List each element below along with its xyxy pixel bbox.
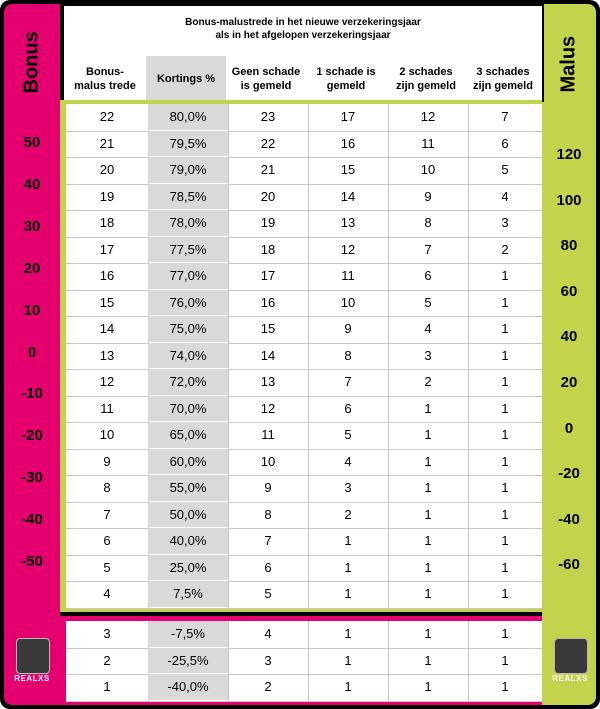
cell-kortings: 72,0% — [148, 369, 228, 395]
cell-geen-schade: 14 — [260, 347, 276, 363]
cell-geen-schade: 23 — [260, 109, 276, 124]
cell-3-schades: 1 — [501, 321, 509, 336]
malus-scale-label: 60 — [560, 282, 578, 300]
cell-1-schade: 6 — [344, 400, 352, 416]
cell-trede: 12 — [99, 374, 115, 389]
table-row — [66, 674, 542, 702]
header-trede: Bonus- malus trede — [74, 66, 136, 92]
cell-2-schades: 1 — [424, 679, 432, 694]
cell-3-schades: 5 — [501, 162, 509, 177]
cell-geen-schade: 20 — [260, 188, 276, 204]
bonus-rows-table — [66, 104, 542, 608]
cell-trede: 22 — [99, 109, 115, 124]
cell-kortings: 77,0% — [148, 263, 228, 289]
table-row — [66, 449, 542, 477]
cell-geen-schade: 16 — [260, 294, 276, 310]
cell-2-schades: 1 — [424, 586, 432, 601]
cell-3-schades: 1 — [501, 480, 509, 495]
cell-2-schades: 1 — [424, 506, 432, 522]
cell-trede: 13 — [99, 347, 115, 363]
cell-1-schade: 1 — [344, 533, 352, 548]
cell-2-schades: 6 — [424, 268, 432, 283]
cell-kortings: 60,0% — [148, 449, 228, 475]
cell-kortings: 55,0% — [148, 475, 228, 501]
cell-trede: 8 — [103, 480, 111, 495]
cell-2-schades: 2 — [424, 374, 432, 389]
cell-1-schade: 16 — [340, 135, 356, 151]
cell-trede: 5 — [103, 559, 111, 575]
cell-1-schade: 11 — [341, 268, 355, 283]
cell-kortings: 79,5% — [148, 131, 228, 157]
cell-geen-schade: 13 — [260, 374, 276, 389]
cell-trede: 6 — [103, 533, 111, 548]
malus-scale-label: 20 — [560, 374, 578, 391]
logo-text: REALXS — [552, 674, 588, 683]
cell-geen-schade: 17 — [260, 268, 276, 283]
cell-geen-schade: 22 — [260, 135, 276, 151]
cell-1-schade: 1 — [344, 679, 352, 694]
table-row — [66, 422, 542, 450]
cell-2-schades: 1 — [424, 480, 432, 495]
cell-geen-schade: 6 — [264, 559, 272, 575]
cell-1-schade: 1 — [344, 586, 352, 601]
cell-3-schades: 1 — [501, 586, 509, 601]
table-row — [66, 343, 542, 371]
cell-trede: 14 — [99, 321, 115, 336]
malus-scale-label: -40 — [558, 510, 580, 528]
cell-kortings: 65,0% — [148, 422, 228, 448]
table-row — [66, 157, 542, 185]
logo-icon — [16, 638, 50, 674]
cell-3-schades: 4 — [501, 188, 509, 204]
table-row — [66, 555, 542, 583]
cell-trede: 19 — [99, 188, 115, 204]
bonus-scale-label: -10 — [21, 385, 43, 403]
cell-3-schades: 6 — [501, 135, 509, 151]
cell-3-schades: 2 — [501, 241, 509, 257]
table-header — [62, 4, 544, 102]
cell-1-schade: 17 — [340, 109, 356, 124]
bonus-scale-label: 50 — [23, 134, 41, 151]
bonus-scale-label: -30 — [21, 469, 43, 487]
table-row — [66, 290, 542, 318]
cell-geen-schade: 7 — [264, 533, 272, 548]
table-row — [66, 502, 542, 530]
cell-trede: 11 — [100, 400, 114, 416]
cell-trede: 7 — [103, 506, 111, 522]
cell-kortings: -7,5% — [148, 621, 228, 647]
table-row — [66, 581, 542, 609]
cell-geen-schade: 19 — [260, 215, 276, 230]
cell-trede: 4 — [103, 586, 111, 601]
cell-kortings: 77,5% — [148, 237, 228, 263]
cell-3-schades: 1 — [501, 453, 509, 469]
bonus-scale-label: -20 — [21, 427, 43, 445]
table-row — [66, 475, 542, 503]
malus-title: Malus — [557, 35, 580, 93]
cell-trede: 2 — [103, 652, 111, 668]
cell-kortings: 7,5% — [148, 581, 228, 607]
header-title-line2: als in het afgelopen verzekeringsjaar — [215, 30, 391, 41]
cell-2-schades: 1 — [424, 453, 432, 469]
bonus-scale-label: 30 — [23, 217, 41, 235]
cell-1-schade: 7 — [344, 374, 352, 389]
table-row — [66, 210, 542, 238]
cell-geen-schade: 3 — [264, 652, 272, 668]
cell-geen-schade: 15 — [260, 321, 276, 336]
cell-1-schade: 3 — [344, 480, 352, 495]
cell-geen-schade: 10 — [260, 453, 276, 469]
logo-icon — [554, 638, 588, 674]
cell-3-schades: 1 — [501, 533, 509, 548]
malus-band — [542, 4, 596, 705]
cell-1-schade: 1 — [344, 559, 352, 575]
bonus-scale-label: 40 — [23, 175, 41, 193]
malus-rows-table — [66, 621, 542, 701]
malus-rows-panel — [60, 616, 542, 705]
bonus-title: Bonus — [20, 31, 43, 94]
bonus-scale-label: 10 — [23, 301, 41, 319]
cell-geen-schade: 8 — [264, 506, 272, 522]
cell-kortings: 25,0% — [148, 555, 228, 581]
bonus-scale-label: 20 — [23, 259, 41, 277]
cell-2-schades: 3 — [424, 347, 432, 363]
cell-kortings: 78,5% — [148, 184, 228, 210]
cell-geen-schade: 21 — [260, 162, 276, 177]
cell-geen-schade: 4 — [264, 626, 272, 641]
cell-1-schade: 13 — [340, 215, 356, 230]
cell-3-schades: 1 — [501, 427, 509, 442]
cell-1-schade: 9 — [344, 321, 352, 336]
cell-1-schade: 4 — [344, 453, 352, 469]
bonus-rows-panel — [60, 100, 542, 612]
cell-geen-schade: 9 — [264, 480, 272, 495]
cell-2-schades: 1 — [424, 559, 432, 575]
malus-scale-label: -20 — [558, 465, 580, 483]
cell-1-schade: 5 — [344, 427, 352, 442]
realxs-logo-right — [552, 638, 588, 686]
malus-scale-label: 120 — [556, 146, 582, 163]
cell-1-schade: 8 — [344, 347, 352, 363]
cell-2-schades: 11 — [421, 135, 435, 151]
table-row — [66, 184, 542, 212]
cell-kortings: 79,0% — [148, 157, 228, 183]
header-1-schade: 1 schade is gemeld — [316, 66, 376, 92]
cell-2-schades: 10 — [420, 162, 436, 177]
malus-scale-label: 0 — [564, 419, 574, 437]
cell-1-schade: 10 — [340, 294, 356, 310]
cell-3-schades: 1 — [501, 400, 509, 416]
table-row — [66, 131, 542, 159]
cell-geen-schade: 12 — [260, 400, 276, 416]
cell-kortings: 78,0% — [148, 210, 228, 236]
cell-geen-schade: 5 — [264, 586, 272, 601]
cell-2-schades: 9 — [424, 188, 432, 204]
cell-trede: 3 — [103, 626, 111, 641]
table-row — [66, 369, 542, 397]
table-row — [66, 528, 542, 556]
cell-kortings: 76,0% — [148, 290, 228, 316]
cell-1-schade: 14 — [340, 188, 356, 204]
cell-geen-schade: 18 — [260, 241, 276, 257]
cell-trede: 16 — [99, 268, 115, 283]
header-2-schades: 2 schades zijn gemeld — [396, 66, 456, 92]
cell-2-schades: 8 — [424, 215, 432, 230]
cell-3-schades: 1 — [501, 626, 509, 641]
cell-3-schades: 1 — [501, 506, 509, 522]
cell-trede: 21 — [99, 135, 115, 151]
cell-3-schades: 1 — [501, 294, 509, 310]
table-row — [66, 648, 542, 676]
malus-scale-label: -60 — [558, 556, 580, 574]
cell-2-schades: 7 — [424, 241, 432, 257]
cell-trede: 17 — [99, 241, 115, 257]
table-row — [66, 263, 542, 291]
cell-geen-schade: 2 — [264, 679, 272, 694]
table-row — [66, 621, 542, 649]
cell-kortings: 70,0% — [148, 396, 228, 422]
header-kortings: Kortings % — [146, 56, 226, 102]
table-row — [66, 104, 542, 132]
header-geen-schade: Geen schade is gemeld — [231, 66, 301, 92]
cell-3-schades: 1 — [501, 652, 509, 668]
malus-scale-label: 100 — [556, 191, 582, 209]
table-row — [66, 237, 542, 265]
cell-3-schades: 3 — [501, 215, 509, 230]
bonus-scale-label: -40 — [21, 511, 43, 529]
cell-kortings: 75,0% — [148, 316, 228, 342]
cell-kortings: 40,0% — [148, 528, 228, 554]
cell-3-schades: 1 — [501, 347, 509, 363]
malus-scale-label: 40 — [560, 328, 578, 346]
cell-1-schade: 1 — [344, 652, 352, 668]
header-3-schades: 3 schades zijn gemeld — [473, 66, 533, 92]
cell-2-schades: 1 — [424, 400, 432, 416]
realxs-logo-left — [14, 638, 50, 686]
cell-1-schade: 1 — [344, 626, 352, 641]
cell-2-schades: 4 — [424, 321, 432, 336]
header-title-line1: Bonus-malustrede in het nieuwe verzekeringsjaar — [185, 17, 421, 28]
cell-3-schades: 1 — [501, 374, 509, 389]
table-row — [66, 316, 542, 344]
bonus-scale-label: -50 — [21, 553, 43, 570]
cell-1-schade: 12 — [340, 241, 356, 257]
cell-trede: 15 — [99, 294, 115, 310]
cell-1-schade: 2 — [344, 506, 352, 522]
cell-1-schade: 15 — [340, 162, 356, 177]
cell-kortings: -40,0% — [148, 674, 228, 700]
cell-geen-schade: 11 — [261, 427, 275, 442]
malus-scale-label: 80 — [560, 237, 578, 255]
cell-trede: 18 — [99, 215, 115, 230]
logo-text: REALXS — [14, 674, 50, 683]
cell-2-schades: 5 — [424, 294, 432, 310]
cell-trede: 10 — [99, 427, 115, 442]
cell-trede: 9 — [103, 453, 111, 469]
cell-3-schades: 1 — [501, 559, 509, 575]
cell-kortings: 50,0% — [148, 502, 228, 528]
cell-kortings: 74,0% — [148, 343, 228, 369]
cell-2-schades: 1 — [424, 626, 432, 641]
cell-3-schades: 1 — [501, 268, 509, 283]
cell-trede: 20 — [99, 162, 115, 177]
cell-kortings: -25,5% — [148, 648, 228, 674]
header-title — [64, 16, 542, 42]
cell-kortings: 80,0% — [148, 104, 228, 130]
cell-2-schades: 1 — [424, 427, 432, 442]
table-row — [66, 396, 542, 424]
cell-2-schades: 1 — [424, 533, 432, 548]
cell-3-schades: 7 — [501, 109, 509, 124]
cell-3-schades: 1 — [501, 679, 509, 694]
cell-2-schades: 1 — [424, 652, 432, 668]
cell-trede: 1 — [103, 679, 111, 694]
cell-2-schades: 12 — [420, 109, 436, 124]
bonus-scale-label: 0 — [27, 343, 37, 361]
